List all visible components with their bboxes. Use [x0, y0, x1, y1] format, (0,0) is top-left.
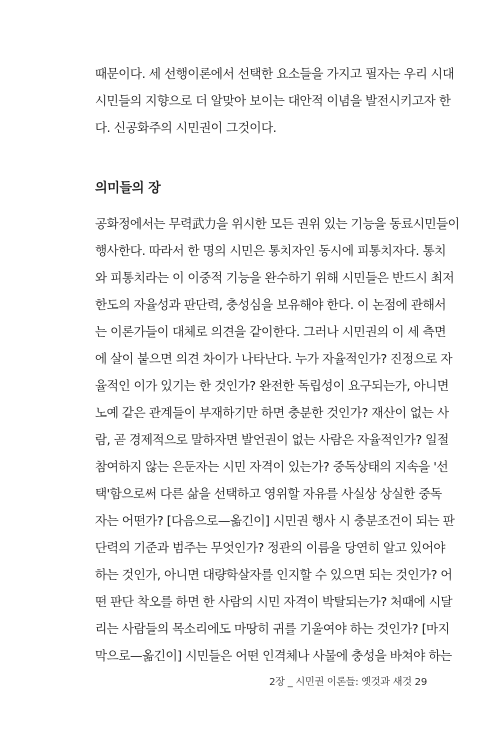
text-line: 행사한다. 따라서 한 명의 시민은 통치자인 동시에 피통치자다. 통치 — [95, 243, 446, 258]
text-line: 시민들의 지향으로 더 알맞아 보이는 대안적 이념을 발전시키고자 한 — [95, 93, 451, 108]
text-line: 율적인 이가 있기는 한 것인가? 완전한 독립성이 요구되는가, 아니면 — [95, 378, 449, 393]
text-line: 떤 판단 착오를 하면 한 사람의 시민 자격이 박탈되는가? 처때에 시달 — [95, 594, 453, 609]
text-line: 다. 신공화주의 시민권이 그것이다. — [95, 120, 277, 135]
text-line: 한도의 자율성과 판단력, 충성심을 보유해야 한다. 이 논점에 관해서 — [95, 297, 446, 312]
text-line: 택'함으로써 다른 삶을 선택하고 영위할 자유를 사실상 상실한 중독 — [95, 486, 442, 501]
text-line: 단력의 기준과 범주는 무엇인가? 정관의 이름을 당연히 알고 있어야 — [95, 540, 446, 555]
text-line: 참여하지 않는 은둔자는 시민 자격이 있는가? 중독상태의 지속을 '선 — [95, 459, 449, 474]
text-line: 람, 곧 경제적으로 말하자면 발언권이 없는 사람은 자율적인가? 일절 — [95, 432, 449, 447]
text-line: 자는 어떤가? [다음으로—옮긴이] 시민권 행사 시 충분조건이 되는 판 — [95, 513, 455, 528]
page-footer: 2장 _ 시민권 이론들: 옛것과 새것 29 — [269, 677, 427, 688]
text-line: 는 이론가들이 대체로 의견을 같이한다. 그러나 시민권의 이 세 측면 — [95, 324, 446, 339]
text-line: 막으로—옮긴이] 시민들은 어떤 인격체나 사물에 충성을 바쳐야 하는 — [95, 648, 452, 663]
text-line: 리는 사람들의 목소리에도 마땅히 귀를 기울여야 하는 것인가? [마지 — [95, 621, 450, 636]
text-line: 에 살이 붙으면 의견 차이가 나타난다. 누가 자율적인가? 진정으로 자 — [95, 351, 453, 366]
text-line: 노예 같은 관계들이 부재하기만 하면 충분한 것인가? 재산이 없는 사 — [95, 405, 449, 420]
text-line: 와 피통치라는 이 이중적 기능을 완수하기 위해 시민들은 반드시 최저 — [95, 270, 455, 285]
text-line: 공화정에서는 무력武力을 위시한 모든 권위 있는 기능을 동료시민들이 — [95, 216, 460, 231]
section-heading: 의미들의 장 — [95, 181, 161, 196]
text-line: 때문이다. 세 선행이론에서 선택한 요소들을 가지고 필자는 우리 시대 — [95, 66, 455, 81]
text-line: 하는 것인가, 아니면 대량학살자를 인지할 수 있으면 되는 것인가? 어 — [95, 567, 453, 582]
